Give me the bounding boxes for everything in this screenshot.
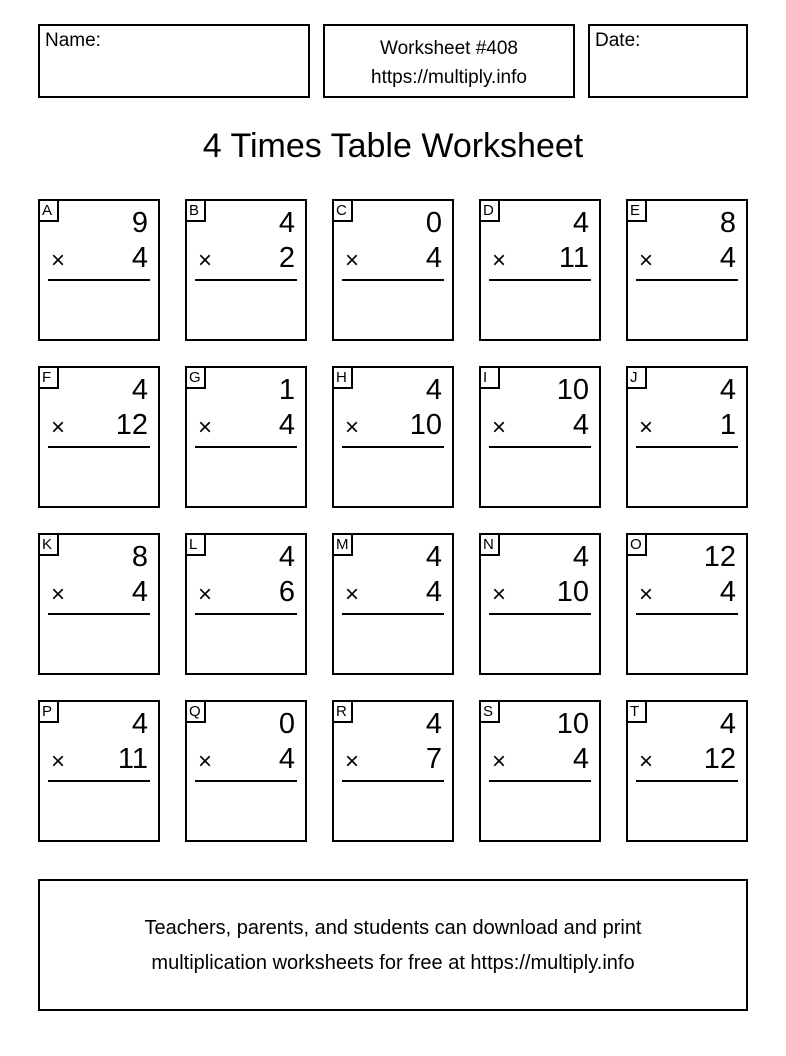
problem-top-number: 8: [719, 207, 736, 239]
problem-letter: P: [38, 700, 59, 723]
problem-letter: A: [38, 199, 59, 222]
problem-top-number: 4: [719, 708, 736, 740]
problem-card: [38, 533, 160, 675]
footer-line-2: multiplication worksheets for free at https://multiply.info: [151, 952, 635, 974]
problem-top-number: 4: [425, 541, 442, 573]
problem-card: [185, 700, 307, 842]
problem-bottom-number: 12: [115, 409, 148, 441]
problem-bottom-number: 4: [719, 576, 736, 608]
problem-top-number: 0: [425, 207, 442, 239]
problem-letter: S: [479, 700, 500, 723]
problem-top-number: 4: [425, 708, 442, 740]
answer-line: [342, 780, 444, 782]
answer-line: [195, 446, 297, 448]
problem-letter: R: [332, 700, 353, 723]
problem-bottom-number: 4: [425, 242, 442, 274]
problem-top-number: 4: [572, 541, 589, 573]
problem-card: [626, 366, 748, 508]
answer-line: [636, 446, 738, 448]
answer-line: [48, 446, 150, 448]
problem-bottom-number: 6: [278, 576, 295, 608]
problem-bottom-number: 11: [117, 743, 148, 775]
multiply-sign: ×: [492, 414, 507, 441]
problem-letter: N: [479, 533, 500, 556]
problem-card: [185, 533, 307, 675]
problem-top-number: 9: [131, 207, 148, 239]
problem-card: [626, 700, 748, 842]
answer-line: [342, 279, 444, 281]
page-title: 4 Times Table Worksheet: [202, 127, 584, 165]
problem-card: [332, 700, 454, 842]
problem-top-number: 12: [703, 541, 736, 573]
problem-letter: Q: [185, 700, 206, 723]
answer-line: [489, 446, 591, 448]
answer-line: [195, 279, 297, 281]
problem-card: [626, 199, 748, 341]
footer-line-1: Teachers, parents, and students can download and print: [144, 917, 642, 939]
multiply-sign: ×: [492, 581, 507, 608]
problem-card: [185, 366, 307, 508]
problem-bottom-number: 4: [131, 576, 148, 608]
multiply-sign: ×: [345, 748, 360, 775]
problem-letter: H: [332, 366, 353, 389]
problem-letter: B: [185, 199, 206, 222]
problem-letter: E: [626, 199, 647, 222]
problem-top-number: 4: [131, 374, 148, 406]
problem-card: [332, 366, 454, 508]
worksheet-info-box: [323, 24, 575, 98]
problem-letter: L: [185, 533, 206, 556]
answer-line: [342, 446, 444, 448]
worksheet-number: Worksheet #408: [379, 38, 518, 59]
multiply-sign: ×: [639, 247, 654, 274]
multiply-sign: ×: [198, 748, 213, 775]
multiply-sign: ×: [639, 748, 654, 775]
problem-bottom-number: 12: [703, 743, 736, 775]
problem-letter: I: [479, 366, 500, 389]
problem-bottom-number: 4: [719, 242, 736, 274]
problem-letter: D: [479, 199, 500, 222]
problem-top-number: 4: [278, 207, 295, 239]
multiply-sign: ×: [345, 247, 360, 274]
problem-card: [479, 199, 601, 341]
problem-top-number: 4: [278, 541, 295, 573]
problem-letter: K: [38, 533, 59, 556]
problem-letter: T: [626, 700, 647, 723]
problem-card: [38, 199, 160, 341]
multiply-sign: ×: [345, 414, 360, 441]
problem-card: [38, 366, 160, 508]
answer-line: [489, 613, 591, 615]
problem-bottom-number: 11: [558, 242, 589, 274]
problem-top-number: 8: [131, 541, 148, 573]
multiply-sign: ×: [198, 414, 213, 441]
multiply-sign: ×: [51, 748, 66, 775]
problem-top-number: 0: [278, 708, 295, 740]
problem-card: [332, 533, 454, 675]
problem-bottom-number: 10: [556, 576, 589, 608]
answer-line: [489, 279, 591, 281]
problem-top-number: 10: [556, 708, 589, 740]
problem-card: [479, 700, 601, 842]
problem-letter: C: [332, 199, 353, 222]
answer-line: [636, 780, 738, 782]
multiply-sign: ×: [198, 581, 213, 608]
answer-line: [48, 613, 150, 615]
problem-top-number: 10: [556, 374, 589, 406]
answer-line: [489, 780, 591, 782]
problem-card: [479, 366, 601, 508]
name-field-box[interactable]: [38, 24, 310, 98]
problem-card: [332, 199, 454, 341]
answer-line: [342, 613, 444, 615]
answer-line: [636, 613, 738, 615]
multiply-sign: ×: [639, 581, 654, 608]
multiply-sign: ×: [51, 414, 66, 441]
problem-top-number: 1: [278, 374, 295, 406]
problem-bottom-number: 7: [425, 743, 442, 775]
multiply-sign: ×: [198, 247, 213, 274]
problem-letter: G: [185, 366, 206, 389]
problem-card: [626, 533, 748, 675]
problem-top-number: 4: [131, 708, 148, 740]
multiply-sign: ×: [639, 414, 654, 441]
problem-top-number: 4: [572, 207, 589, 239]
problem-bottom-number: 4: [425, 576, 442, 608]
multiply-sign: ×: [51, 247, 66, 274]
multiply-sign: ×: [345, 581, 360, 608]
problem-bottom-number: 4: [131, 242, 148, 274]
problem-letter: O: [626, 533, 647, 556]
answer-line: [195, 780, 297, 782]
date-field-box[interactable]: [588, 24, 748, 98]
problem-card: [38, 700, 160, 842]
footer-note: [38, 879, 748, 1011]
multiply-sign: ×: [51, 581, 66, 608]
problem-bottom-number: 1: [719, 409, 736, 441]
problem-bottom-number: 10: [409, 409, 442, 441]
problem-letter: F: [38, 366, 59, 389]
answer-line: [48, 780, 150, 782]
problem-top-number: 4: [425, 374, 442, 406]
multiply-sign: ×: [492, 748, 507, 775]
name-label: Name:: [45, 30, 101, 51]
answer-line: [48, 279, 150, 281]
date-label: Date:: [595, 30, 641, 51]
problem-bottom-number: 4: [278, 743, 295, 775]
problem-bottom-number: 4: [572, 409, 589, 441]
multiply-sign: ×: [492, 247, 507, 274]
problem-card: [479, 533, 601, 675]
problem-bottom-number: 4: [278, 409, 295, 441]
answer-line: [636, 279, 738, 281]
problem-top-number: 4: [719, 374, 736, 406]
problem-bottom-number: 2: [278, 242, 295, 274]
problem-bottom-number: 4: [572, 743, 589, 775]
problem-letter: M: [332, 533, 353, 556]
problem-letter: J: [626, 366, 647, 389]
answer-line: [195, 613, 297, 615]
worksheet-url: https://multiply.info: [371, 67, 527, 88]
problem-card: [185, 199, 307, 341]
